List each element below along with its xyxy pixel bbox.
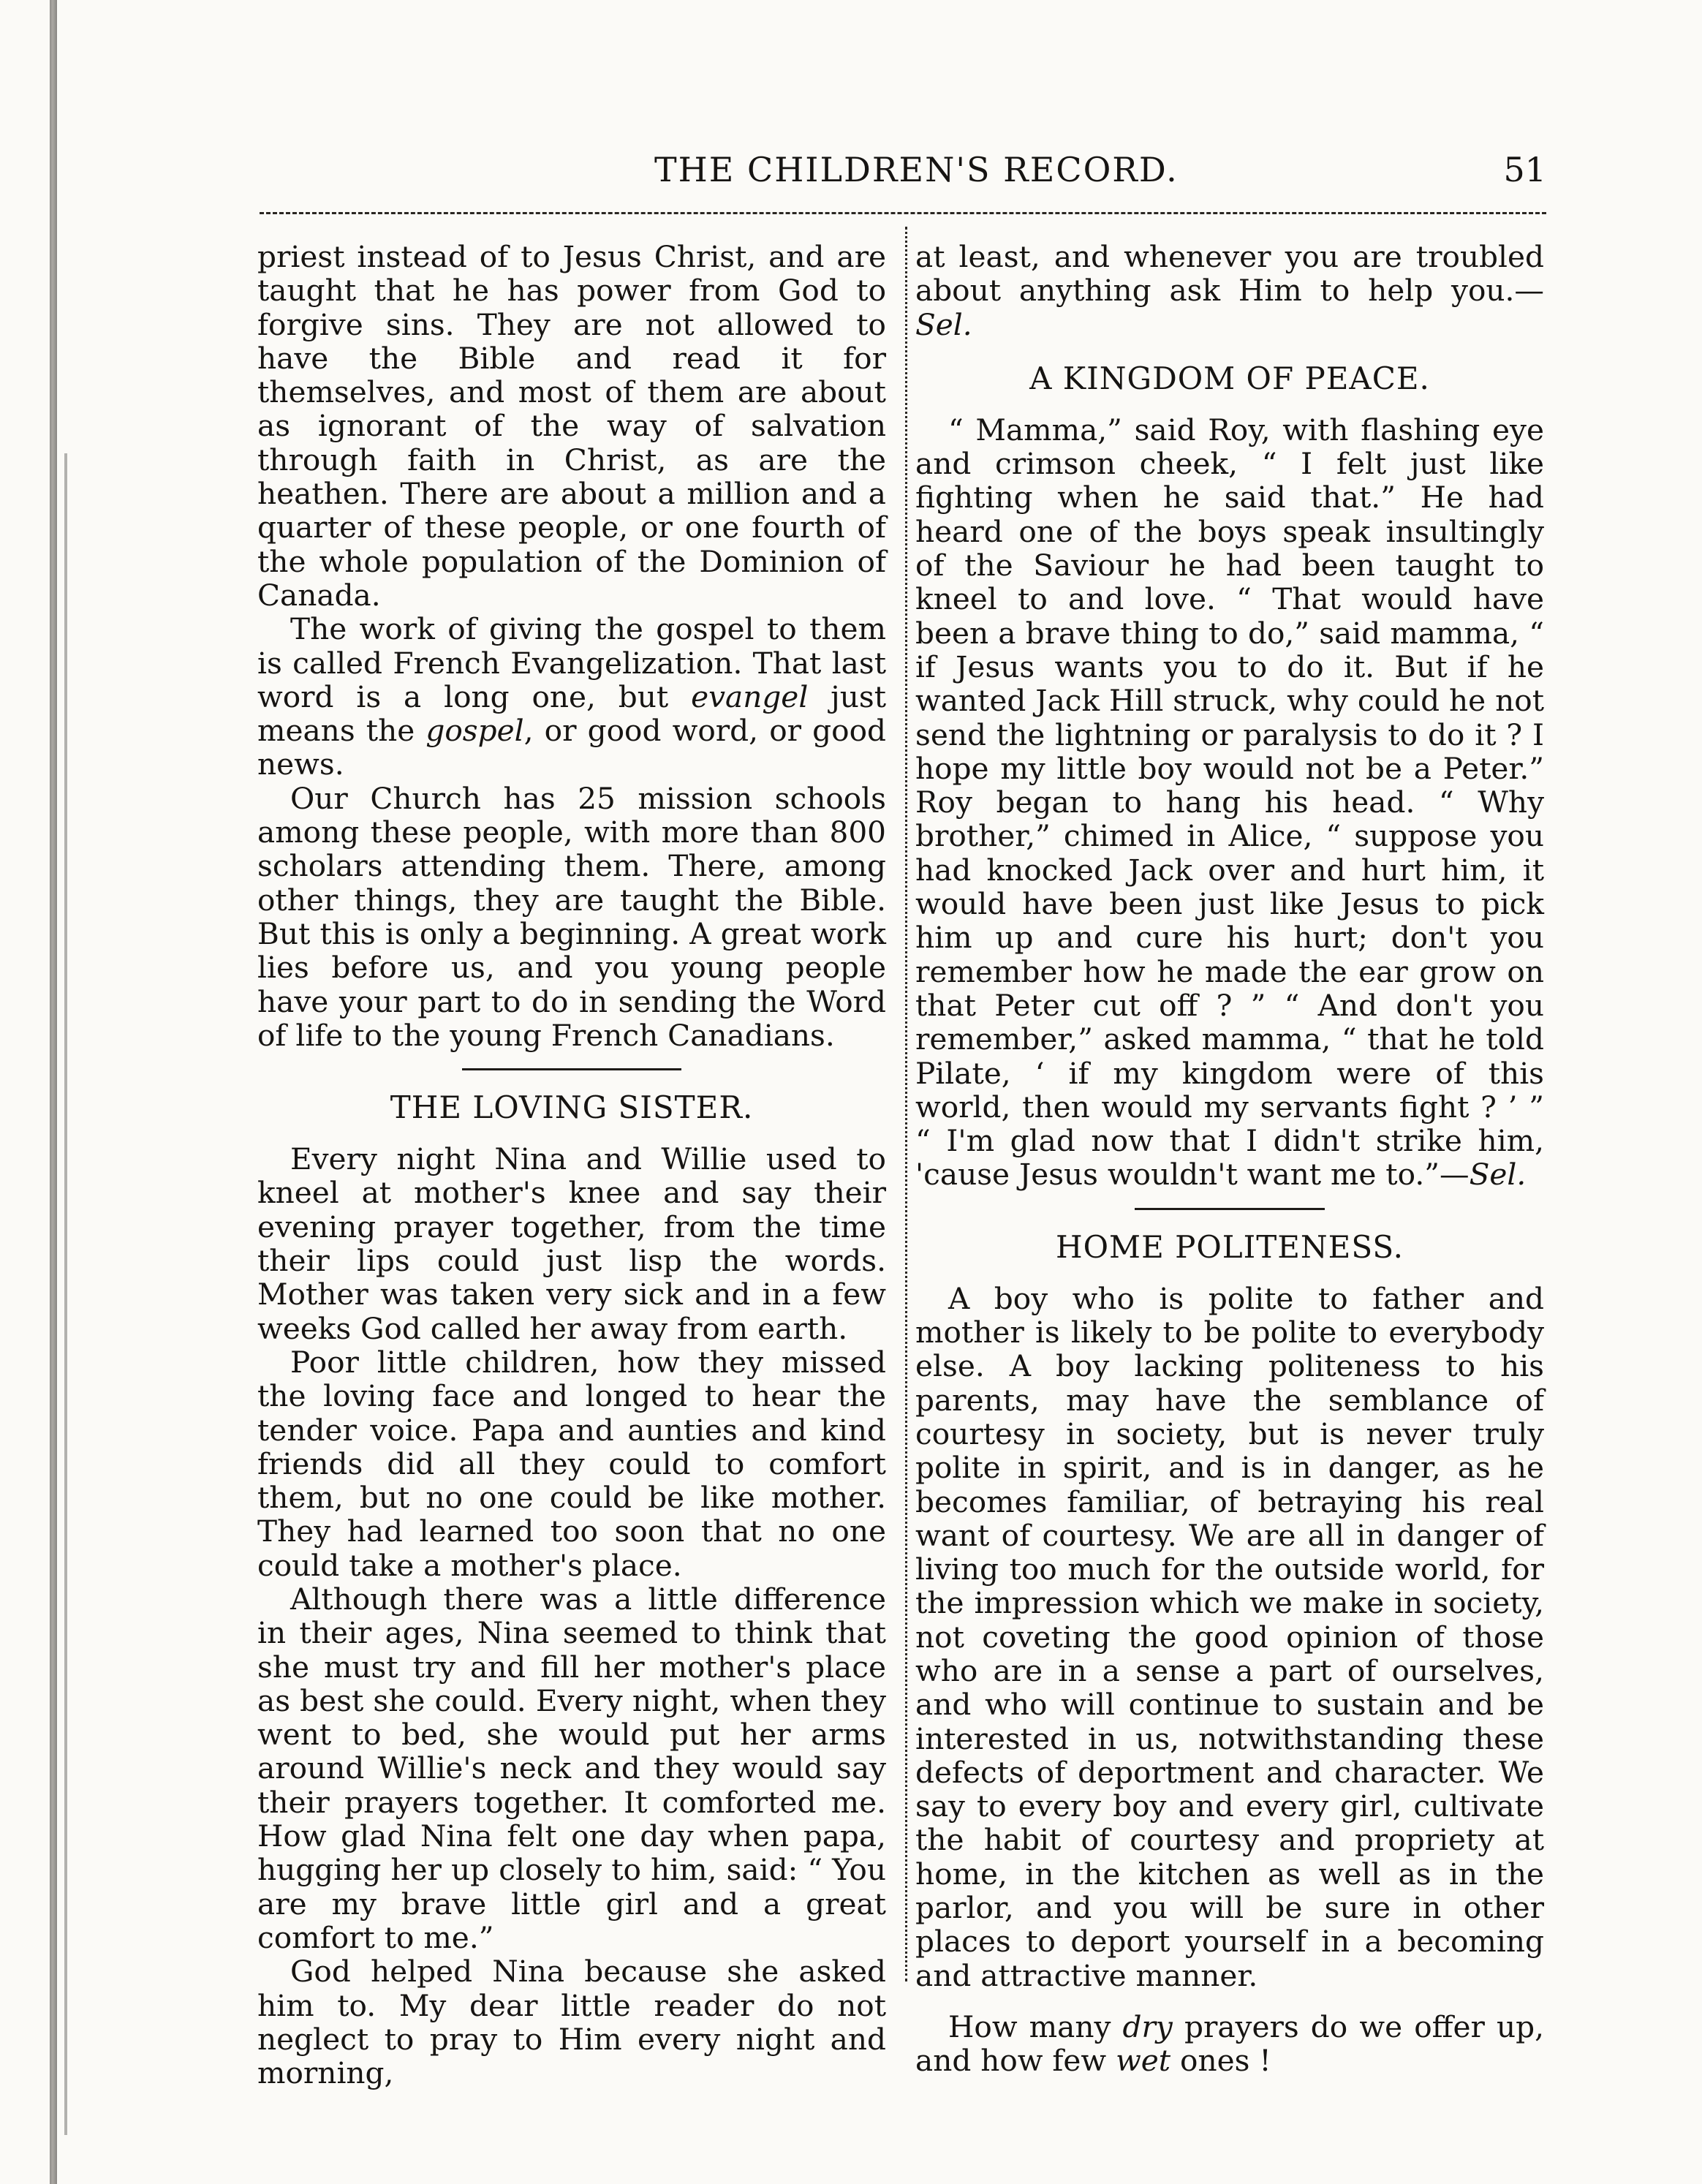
section-heading: THE LOVING SISTER.: [390, 1089, 754, 1126]
page-number: 51: [1503, 150, 1546, 189]
spacer: [915, 1992, 1544, 2010]
paragraph: The work of giving the gospel to them is called French Evangelization. That last word is a long one, but evangel just means the gospel, or good word, or good news.: [257, 611, 886, 782]
paragraph: A boy who is polite to father and mother is likely to be polite to everybody else. A boy lacking politeness to his parents, may have the semblance of courtesy in society, but is never truly polite in spirit, and is in danger, as he becomes familiar, of betraying his real want of courtesy. We are all in danger of living too much for the outside world, for the impression which we make in society, not coveting the good opinion of those who are in a sense a part of ourselves, and who will continue to sustain and be interested in us, notwithstanding these defects of deportment and character. We say to every boy and every girl, cultivate the habit of courtesy and propriety at home, in the kitchen as well as in the parlor, and you will be sure in other places to deport yourself in a becoming and attractive manner.: [915, 1280, 1544, 1993]
binding-edge: [50, 0, 57, 2184]
paragraph: God helped Nina because she asked him to. My dear little reader do not neglect to pray to Him every night and morning,: [257, 1954, 886, 2091]
binding-shadow: [64, 453, 67, 2135]
paragraph: Our Church has 25 mission schools among these people, with more than 800 scholars attending them. There, among other things, they are taught the Bible. But this is only a beginning. A great work lies before us, and you young people have your part to do in sending the Word of life to the young French Canadians.: [257, 780, 886, 1053]
paragraph: Poor little children, how they missed the loving face and longed to hear the tender voice. Papa and aunties and kind friends did all they could to comfort them, but no one could be like mother. They had learned too soon that no one could take a mother's place.: [257, 1344, 886, 1583]
section-rule: [1135, 1208, 1325, 1210]
closing-paragraph: How many dry prayers do we offer up, and how few wet ones !: [915, 2009, 1544, 2079]
paragraph: “ Mamma,” said Roy, with flashing eye and crimson cheek, “ I felt just like fighting when he said that.” He had heard one of the boys speak insultingly of the Saviour he had been taught to kneel to and love. “ That would have been a brave thing to do,” said mamma, “ if Jesus wants you to do it. But if he wanted Jack Hill struck, why could he not send the lightning or paralysis to do it ? I hope my little boy would not be a Peter.” Roy began to hang his head. “ Why brother,” chimed in Alice, “ suppose you had knocked Jack over and hurt him, it would have been just like Jesus to pick him up and cure his hurt; don't you remember how he made the ear grow on that Peter cut off ? ” “ And don't you remember,” asked mamma, “ that he told Pilate, ‘ if my kingdom were of this world, then would my servants fight ? ’ ” “ I'm glad now that I didn't strike him, 'cause Jesus wouldn't want me to.”—Sel.: [915, 412, 1544, 1193]
page-header: [260, 150, 1546, 201]
header-rule: [260, 212, 1546, 214]
left-column: [257, 240, 886, 2090]
column-divider: [905, 227, 907, 1981]
section-heading: A KINGDOM OF PEACE.: [1029, 360, 1430, 396]
running-title: THE CHILDREN'S RECORD.: [654, 150, 1179, 189]
paragraph: Every night Nina and Willie used to kneel at mother's knee and say their evening prayer together, from the time their lips could just lisp the words. Mother was taken very sick and in a few weeks God called her away from earth.: [257, 1141, 886, 1346]
section-heading: HOME POLITENESS.: [1056, 1228, 1404, 1265]
right-column: [915, 240, 1544, 2078]
paragraph: at least, and whenever you are troubled about anything ask Him to help you.—Sel.: [915, 239, 1544, 342]
section-rule: [462, 1068, 681, 1070]
paragraph: priest instead of to Jesus Christ, and are taught that he has power from God to forgive sins. They are not allowed to have the Bible and read it for themselves, and most of them are about as ignorant of the way of salvation through faith in Christ, as are the heathen. There are about a million and a quarter of these people, or one fourth of the whole population of the Dominion of Canada.: [257, 239, 886, 613]
paragraph: Although there was a little difference in their ages, Nina seemed to think that she must try and fill her mother's place as best she could. Every night, when they went to bed, she would put her arms around Willie's neck and they would say their prayers together. It comforted me. How glad Nina felt one day when papa, hugging her up closely to him, said: “ You are my brave little girl and a great comfort to me.”: [257, 1581, 886, 1955]
